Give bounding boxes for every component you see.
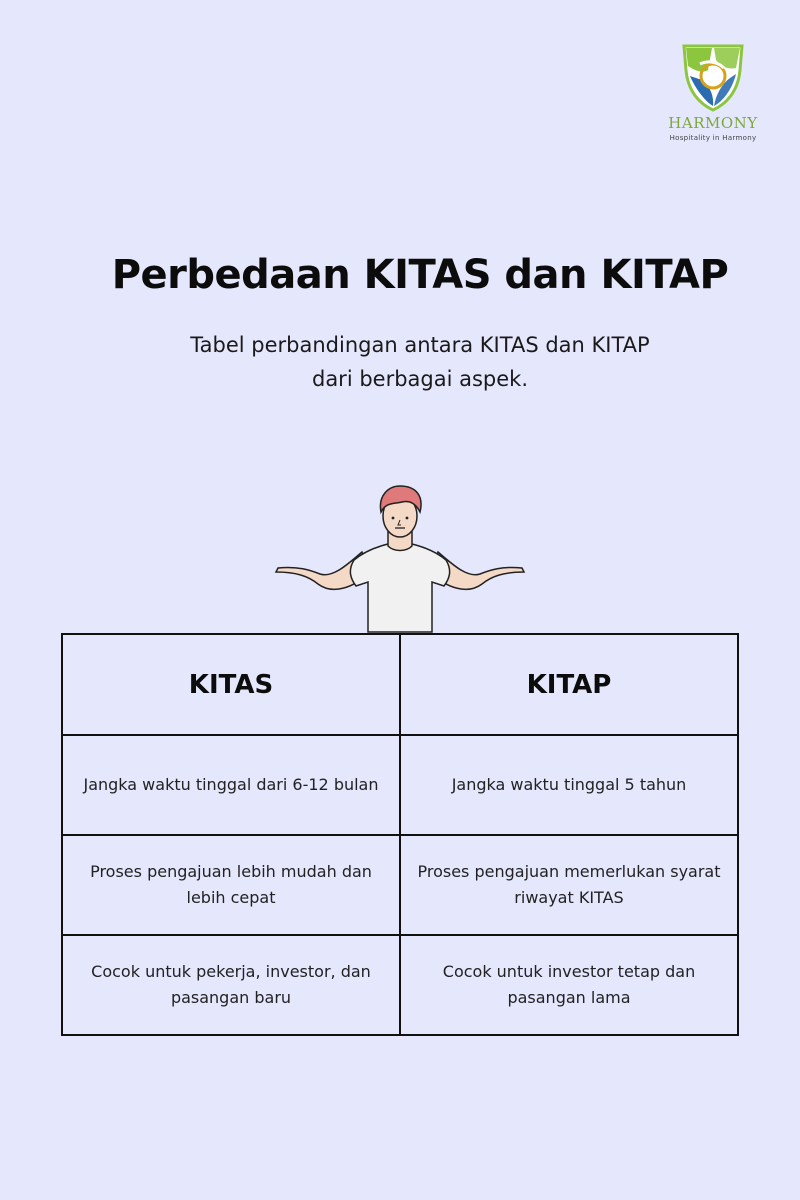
page-title: Perbedaan KITAS dan KITAP xyxy=(111,252,729,298)
table-header-row xyxy=(62,634,738,735)
harmony-logo xyxy=(658,40,768,145)
page-subtitle xyxy=(110,328,730,396)
shrugging-person-illustration xyxy=(270,482,530,634)
table-cell: Proses pengajuan lebih mudah dan lebih cepat xyxy=(62,835,400,935)
table-row xyxy=(62,935,738,1035)
subtitle-line-2: dari berbagai aspek. xyxy=(311,367,529,391)
header-kitap: KITAP xyxy=(400,634,738,735)
header-kitas: KITAS xyxy=(62,634,400,735)
harmony-shield-logo-icon xyxy=(678,40,748,112)
table-cell: Jangka waktu tinggal 5 tahun xyxy=(400,735,738,835)
table-cell: Proses pengajuan memerlukan syarat riwayat KITAS xyxy=(400,835,738,935)
table-cell: Cocok untuk pekerja, investor, dan pasangan baru xyxy=(62,935,400,1035)
table-cell: Jangka waktu tinggal dari 6-12 bulan xyxy=(62,735,400,835)
table-row xyxy=(62,835,738,935)
subtitle-line-1: Tabel perbandingan antara KITAS dan KITAP xyxy=(190,333,650,357)
comparison-table xyxy=(61,633,739,1036)
brand-name: HARMONY xyxy=(668,114,758,132)
table-cell: Cocok untuk investor tetap dan pasangan lama xyxy=(400,935,738,1035)
brand-tagline: Hospitality in Harmony xyxy=(669,134,757,142)
table-row xyxy=(62,735,738,835)
